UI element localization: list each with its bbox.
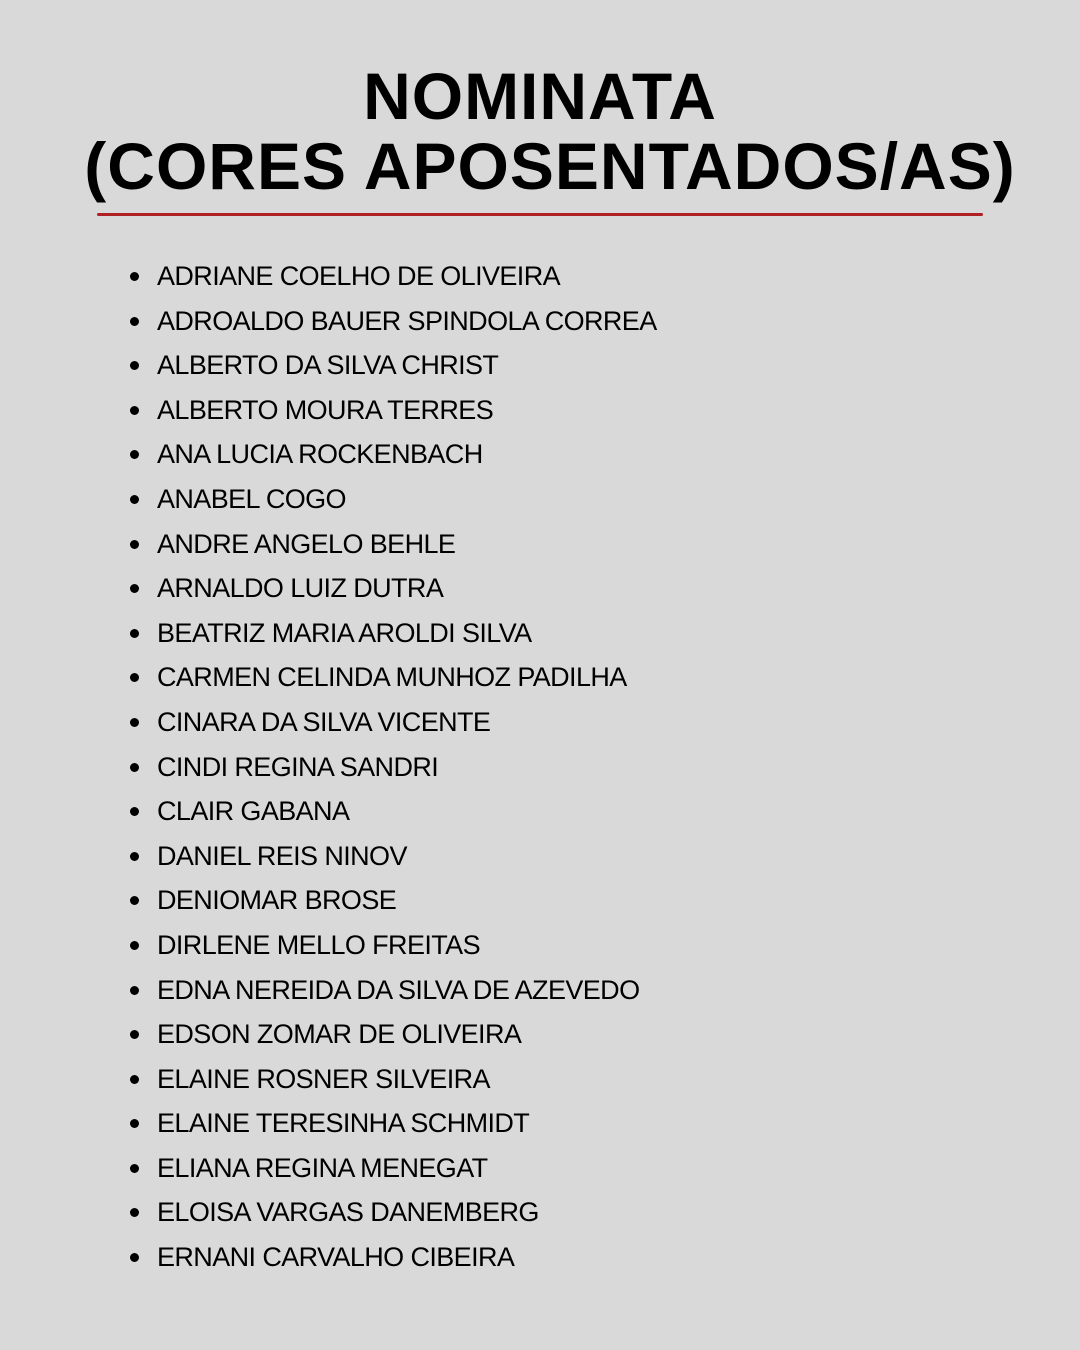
name-label: ADROALDO BAUER SPINDOLA CORREA: [157, 305, 657, 336]
list-item: [0, 655, 657, 700]
bullet-icon: [130, 272, 139, 281]
list-item: [0, 477, 657, 522]
title-divider: [97, 213, 983, 216]
list-item: [0, 343, 657, 388]
list-item: [0, 254, 657, 299]
name-label: ANDRE ANGELO BEHLE: [157, 528, 456, 559]
list-item: [0, 923, 657, 968]
bullet-icon: [130, 763, 139, 772]
list-item: [0, 432, 657, 477]
bullet-icon: [130, 450, 139, 459]
bullet-icon: [130, 673, 139, 682]
name-label: DANIEL REIS NINOV: [157, 840, 407, 871]
list-item: [0, 745, 657, 790]
bullet-icon: [130, 1030, 139, 1039]
bullet-icon: [130, 718, 139, 727]
list-item: [0, 299, 657, 344]
bullet-icon: [130, 941, 139, 950]
bullet-icon: [130, 1119, 139, 1128]
name-label: EDNA NEREIDA DA SILVA DE AZEVEDO: [157, 974, 640, 1005]
bullet-icon: [130, 986, 139, 995]
name-label: ANABEL COGO: [157, 483, 346, 514]
bullet-icon: [130, 540, 139, 549]
name-label: ELIANA REGINA MENEGAT: [157, 1152, 488, 1183]
name-label: CINARA DA SILVA VICENTE: [157, 706, 491, 737]
bullet-icon: [130, 896, 139, 905]
names-list: [0, 254, 657, 1280]
bullet-icon: [130, 317, 139, 326]
list-item: [0, 1235, 657, 1280]
name-label: ADRIANE COELHO DE OLIVEIRA: [157, 261, 561, 291]
bullet-icon: [130, 361, 139, 370]
name-label: CARMEN CELINDA MUNHOZ PADILHA: [157, 662, 627, 693]
name-label: BEATRIZ MARIA AROLDI SILVA: [157, 617, 532, 648]
list-item: [0, 789, 657, 834]
list-item: [0, 522, 657, 567]
bullet-icon: [130, 584, 139, 593]
name-label: ARNALDO LUIZ DUTRA: [157, 573, 444, 604]
name-label: CINDI REGINA SANDRI: [157, 751, 439, 782]
bullet-icon: [130, 1253, 139, 1262]
bullet-icon: [130, 406, 139, 415]
name-label: ALBERTO MOURA TERRES: [157, 394, 494, 425]
list-item: [0, 1012, 657, 1057]
page-title: NOMINATA: [363, 59, 717, 133]
name-label: ALBERTO DA SILVA CHRIST: [157, 350, 499, 381]
list-item: [0, 1101, 657, 1146]
bullet-icon: [130, 1075, 139, 1084]
bullet-icon: [130, 807, 139, 816]
name-label: ERNANI CARVALHO CIBEIRA: [157, 1242, 515, 1273]
list-item: [0, 878, 657, 923]
list-item: [0, 834, 657, 879]
bullet-icon: [130, 852, 139, 861]
list-item: [0, 611, 657, 656]
list-item: [0, 968, 657, 1013]
list-item: [0, 388, 657, 433]
list-item: [0, 566, 657, 611]
name-label: ELAINE TERESINHA SCHMIDT: [157, 1108, 530, 1139]
name-label: ELOISA VARGAS DANEMBERG: [157, 1197, 539, 1228]
list-item: [0, 700, 657, 745]
name-label: ELAINE ROSNER SILVEIRA: [157, 1063, 490, 1094]
bullet-icon: [130, 1164, 139, 1173]
list-item: [0, 1146, 657, 1191]
page-subtitle: (CORES APOSENTADOS/AS): [84, 129, 1016, 203]
name-label: DIRLENE MELLO FREITAS: [157, 929, 480, 960]
name-label: EDSON ZOMAR DE OLIVEIRA: [157, 1019, 522, 1050]
name-label: ANA LUCIA ROCKENBACH: [157, 439, 483, 470]
bullet-icon: [130, 629, 139, 638]
name-label: CLAIR GABANA: [157, 796, 350, 827]
list-item: [0, 1190, 657, 1235]
list-item: [0, 1057, 657, 1102]
bullet-icon: [130, 495, 139, 504]
bullet-icon: [130, 1208, 139, 1217]
name-label: DENIOMAR BROSE: [157, 885, 397, 916]
